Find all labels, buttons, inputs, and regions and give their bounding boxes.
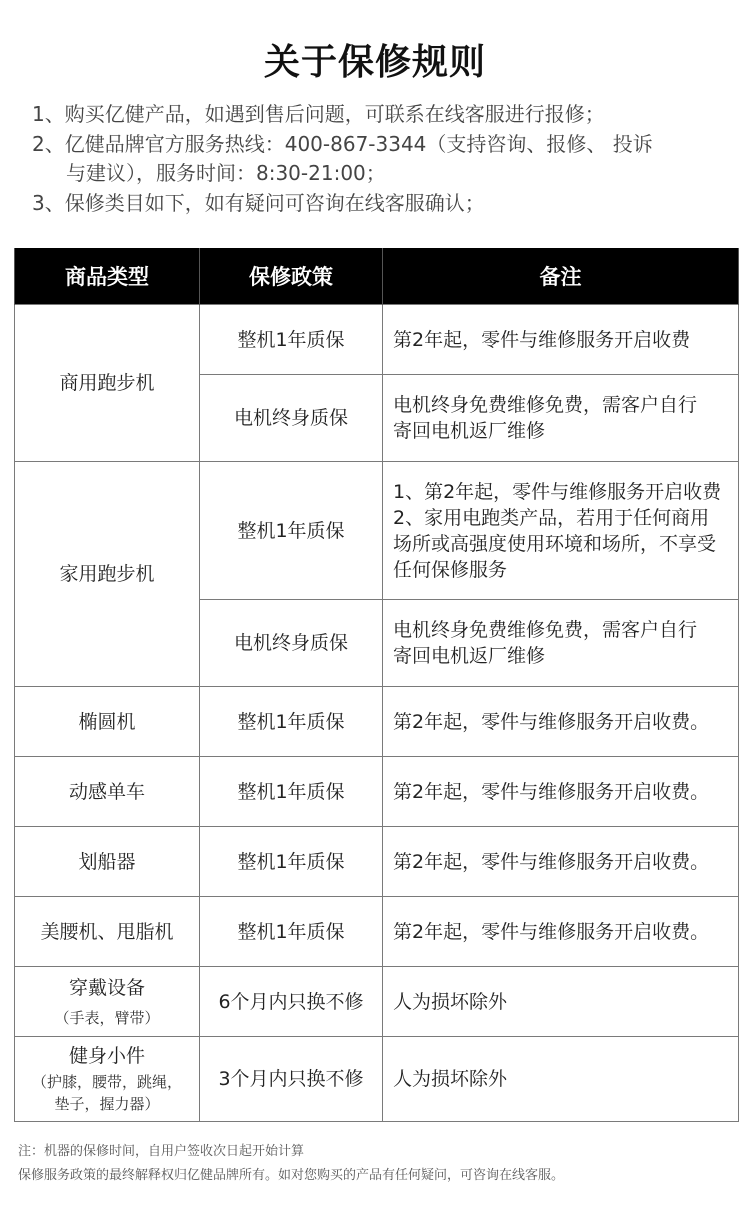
table-row: [15, 462, 739, 600]
note-line: 电机终身免费维修免费，需客户自行: [393, 394, 698, 416]
table-row: [15, 967, 739, 1037]
footnotes: [18, 1140, 738, 1188]
category-cell: [15, 967, 200, 1037]
footnote-line-1: 注：机器的保修时间，自用户签收次日起开始计算: [18, 1144, 305, 1159]
policy-cell: 电机终身质保: [200, 600, 383, 687]
category-sub-label: （手表，臂带）: [54, 1008, 160, 1027]
table-row: [15, 897, 739, 967]
policy-cell: 6个月内只换不修: [200, 967, 383, 1037]
note-cell: [383, 600, 739, 687]
policy-cell: 电机终身质保: [200, 375, 383, 462]
policy-cell: 整机1年质保: [200, 757, 383, 827]
policy-cell: 整机1年质保: [200, 687, 383, 757]
table-row: [15, 827, 739, 897]
note-cell: [383, 375, 739, 462]
note-cell: [383, 305, 739, 375]
note-cell: [383, 757, 739, 827]
table-row: [15, 757, 739, 827]
note-cell: [383, 827, 739, 897]
note-line: 第2年起，零件与维修服务开启收费。: [393, 780, 710, 803]
category-cell: 划船器: [15, 827, 200, 897]
note-cell: [383, 967, 739, 1037]
policy-cell: 整机1年质保: [200, 897, 383, 967]
note-line: 第2年起，零件与维修服务开启收费。: [393, 920, 710, 943]
category-cell: 商用跑步机: [15, 305, 200, 462]
warranty-table: [14, 248, 739, 1122]
rule-item-3: 3、保修类目如下，如有疑问可咨询在线客服确认；: [32, 191, 485, 215]
category-label: 健身小件: [68, 1045, 145, 1067]
policy-cell: 3个月内只换不修: [200, 1037, 383, 1122]
category-label: 穿戴设备: [68, 976, 145, 999]
note-cell: [383, 462, 739, 600]
note-line: 第2年起，零件与维修服务开启收费。: [393, 710, 710, 733]
rule-item-2-line-2: 与建议），服务时间：8:30-21:00；: [66, 161, 386, 185]
note-cell: [383, 897, 739, 967]
note-line: 任何保修服务: [393, 558, 508, 581]
table-header-row: [15, 248, 739, 305]
note-line: 第2年起，零件与维修服务开启收费: [393, 328, 691, 351]
rule-item-1: 1、购买亿健产品，如遇到售后问题，可联系在线客服进行报修；: [32, 102, 605, 126]
note-line: 寄回电机返厂维修: [393, 645, 546, 667]
category-cell: 动感单车: [15, 757, 200, 827]
page-title: 关于保修规则: [263, 42, 486, 83]
table-row: [15, 1037, 739, 1122]
note-line: 电机终身免费维修免费，需客户自行: [393, 619, 698, 641]
table-row: [15, 687, 739, 757]
note-line: 寄回电机返厂维修: [393, 420, 546, 442]
note-line: 场所或高强度使用环境和场所，不享受: [393, 532, 717, 555]
rule-item-2: [32, 130, 732, 188]
policy-cell: 整机1年质保: [200, 462, 383, 600]
category-cell: 椭圆机: [15, 687, 200, 757]
rule-item-2-line-1: 2、亿健品牌官方服务热线：400-867-3344（支持咨询、报修、 投诉: [32, 132, 653, 156]
header-category: 商品类型: [15, 248, 200, 305]
note-line: 第2年起，零件与维修服务开启收费。: [393, 850, 710, 873]
category-sub-label: （护膝，腰带，跳绳，: [31, 1073, 182, 1091]
category-cell: 美腰机、甩脂机: [15, 897, 200, 967]
rules-list: [32, 100, 732, 219]
category-sub-label: 垫子，握力器）: [54, 1095, 160, 1113]
note-line: 人为损坏除外: [393, 1068, 508, 1090]
header-note: 备注: [383, 248, 739, 305]
policy-cell: 整机1年质保: [200, 305, 383, 375]
table-row: [15, 305, 739, 375]
note-line: 人为损坏除外: [393, 990, 508, 1013]
note-cell: [383, 1037, 739, 1122]
category-cell: [15, 1037, 200, 1122]
policy-cell: 整机1年质保: [200, 827, 383, 897]
note-cell: [383, 687, 739, 757]
note-line: 2、家用电跑类产品，若用于任何商用: [393, 506, 710, 529]
category-cell: 家用跑步机: [15, 462, 200, 687]
note-line: 1、第2年起，零件与维修服务开启收费: [393, 480, 722, 503]
header-policy: 保修政策: [200, 248, 383, 305]
footnote-line-2: 保修服务政策的最终解释权归亿健品牌所有。如对您购买的产品有任何疑问，可咨询在线客服。: [18, 1168, 565, 1183]
